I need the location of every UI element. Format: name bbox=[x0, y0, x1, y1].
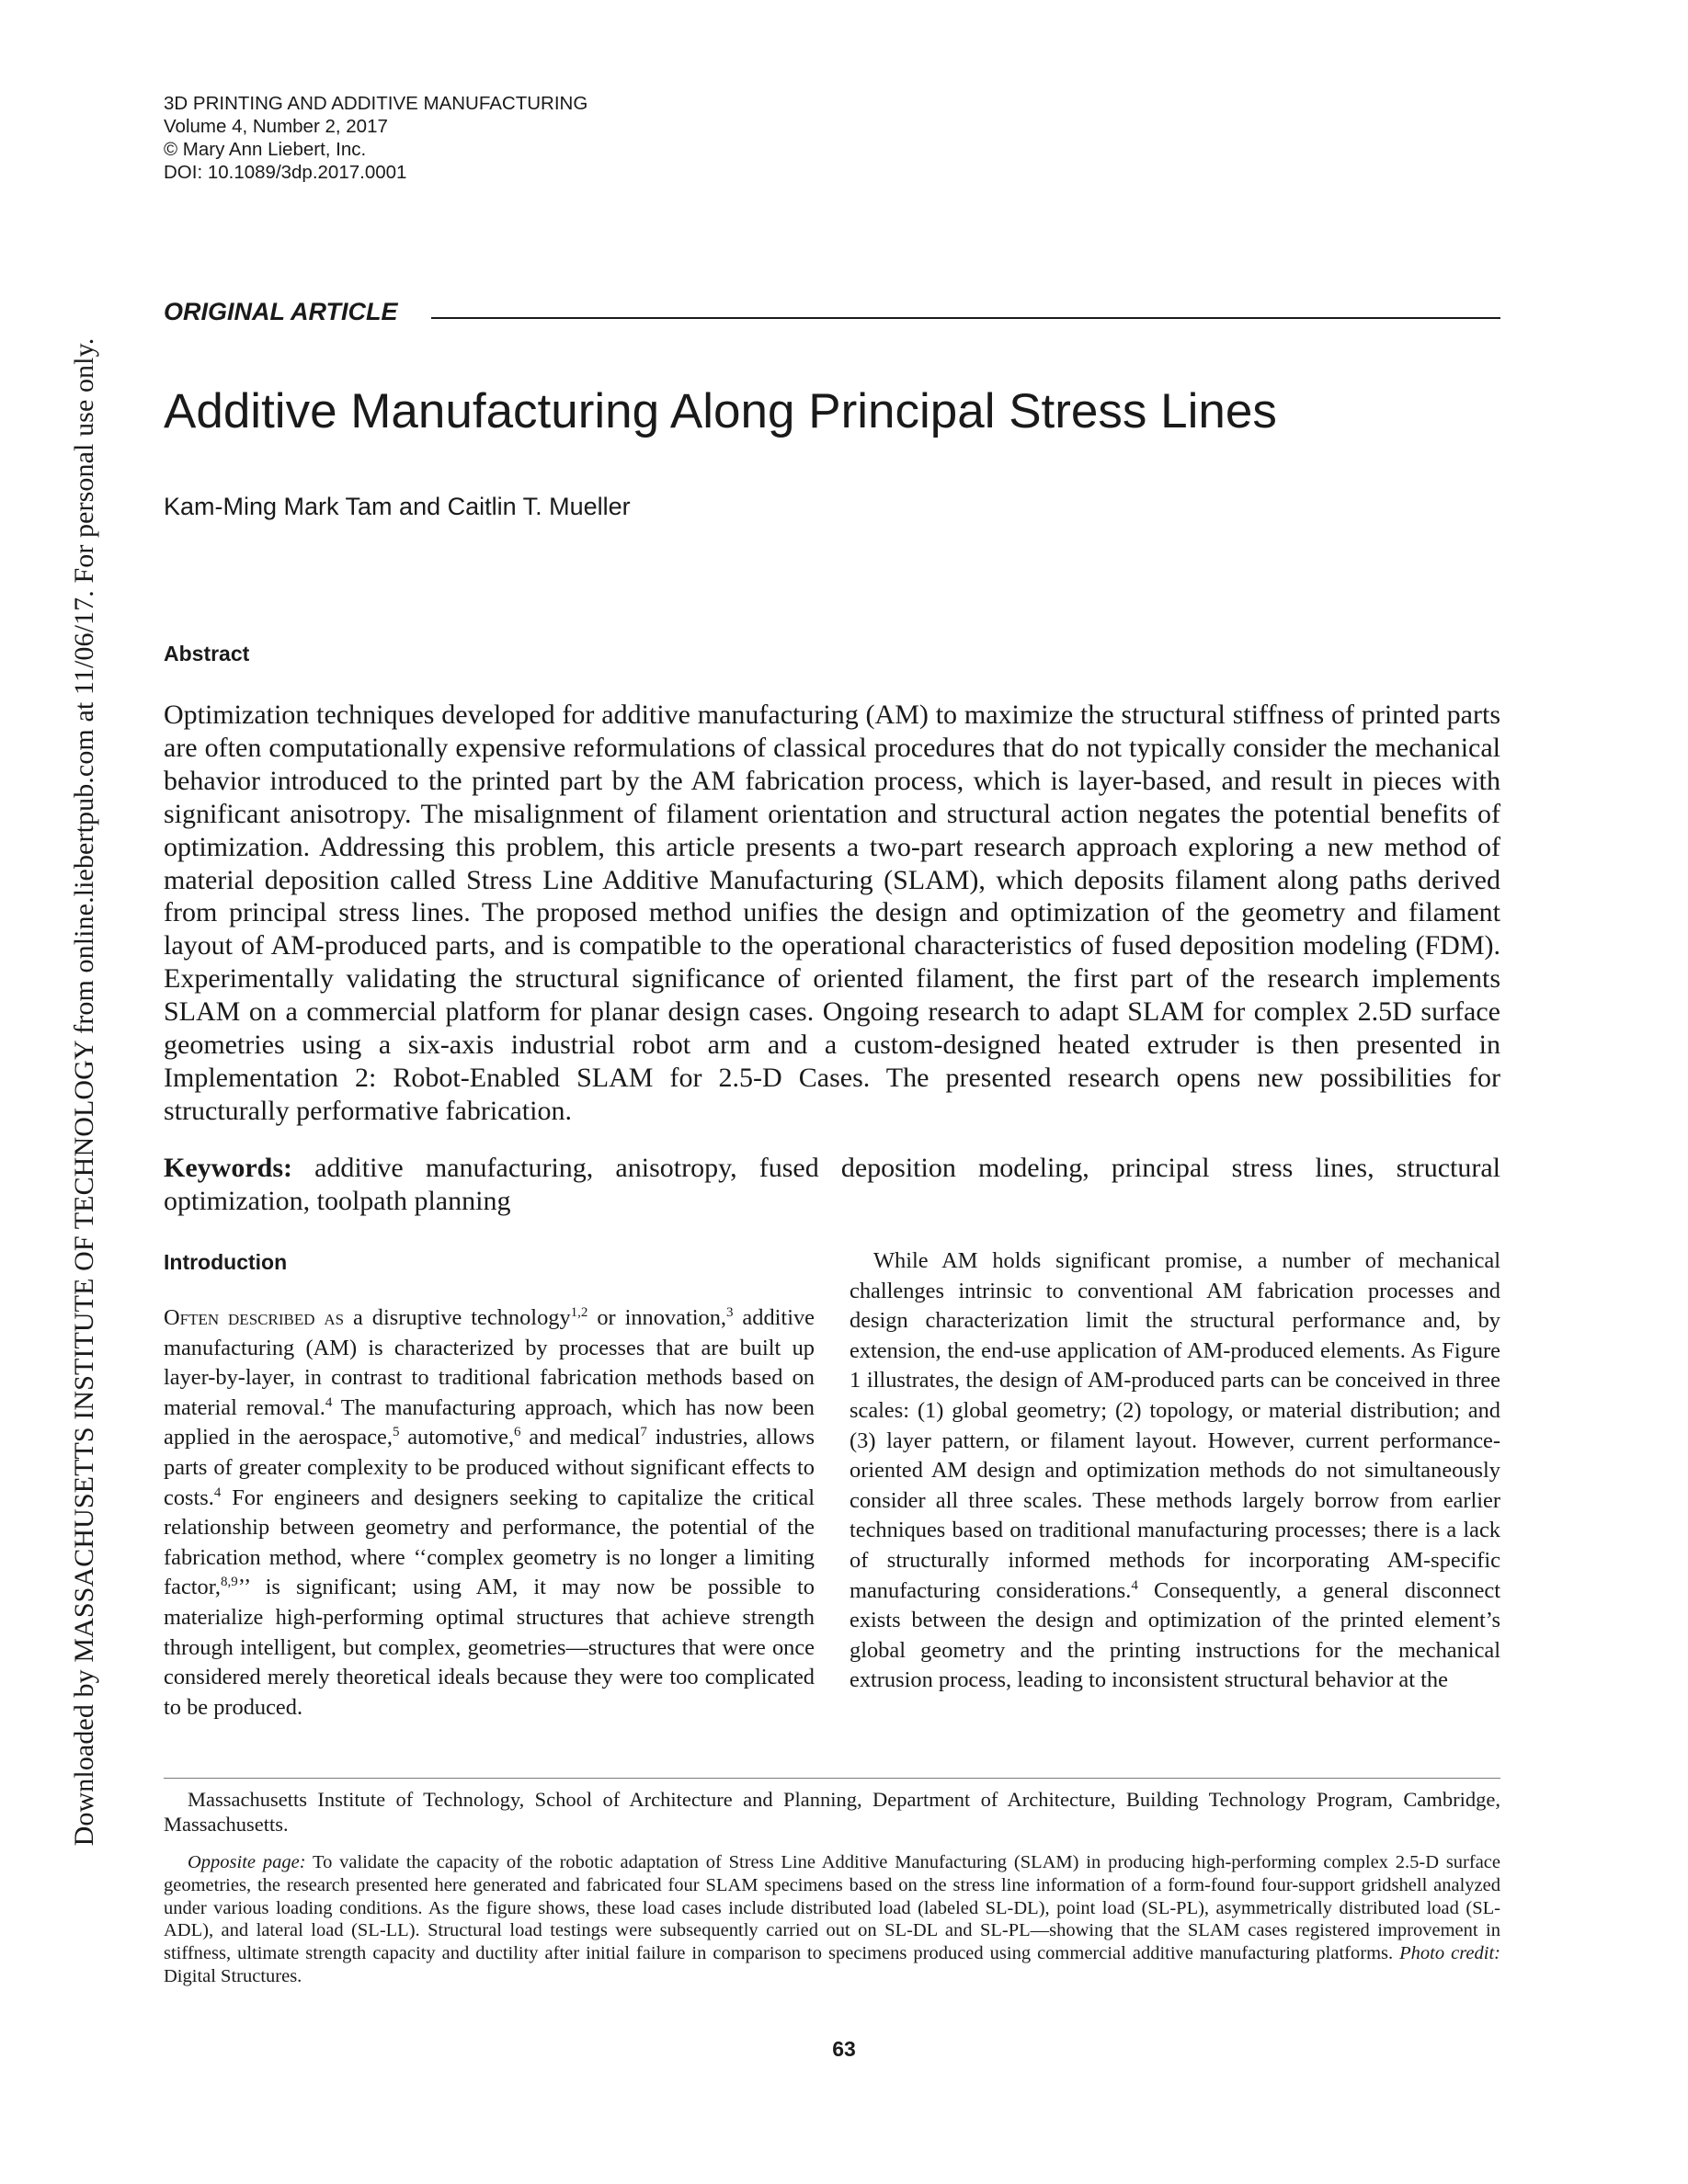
journal-copyright: © Mary Ann Liebert, Inc. bbox=[164, 139, 367, 160]
abstract-heading: Abstract bbox=[164, 642, 250, 665]
text-run: For engineers and designers seeking to capitalize the critical relationship between geometry and performance, the potential of the fabrication method, where ‘‘complex geometry is no longer a limiting factor, bbox=[164, 1484, 815, 1600]
citation: 4 bbox=[1131, 1577, 1138, 1593]
text-run: additive manufacturing (AM) is characterized by processes that are built up layer-by-layer, in contrast to traditional fabrication methods based on material removal. bbox=[164, 1305, 815, 1420]
text-run: or innovation, bbox=[587, 1305, 726, 1330]
abstract-text: Optimization techniques developed for additive manufacturing (AM) to maximize the structural stiffness of printed parts are often computationally expensive reformulations of classical procedures that do not typically consider the mechanical behavior introduced to the printed part by the AM fabrication process, which is layer-based, and result in pieces with significant anisotropy. The misalignment of filament orientation and structural action negates the potential benefits of optimization. Addressing this problem, this article presents a two-part research approach exploring a new method of material deposition called Stress Line Additive Manufacturing (SLAM), which deposits filament along paths derived from principal stress lines. The proposed method unifies the design and optimization of the geometry and filament layout of AM-produced parts, and is compatible to the operational characteristics of fused deposition modeling (FDM). Experimentally validating the structural significance of oriented filament, the first part of the research implements SLAM on a commercial platform for planar design cases. Ongoing research to adapt SLAM for complex 2.5D surface geometries using a six-axis industrial robot arm and a custom-designed heated extruder is then presented in Implementation 2: Robot-Enabled SLAM for 2.5-D Cases. The presented research opens new possibilities for structurally performative fabrication. bbox=[164, 700, 1500, 1126]
text-run: industries, allows parts of greater complexity to be produced without significant effects to costs. bbox=[164, 1425, 815, 1510]
photo-credit-label: Photo credit: bbox=[1393, 1943, 1500, 1964]
citation: 4 bbox=[213, 1484, 222, 1500]
article-type-rule bbox=[431, 317, 1500, 319]
affiliation-footnote: Massachusetts Institute of Technology, School of Architecture and Planning, Department of Architecture, Building Technology Program, Cambridge, Massachusetts. bbox=[164, 1788, 1500, 1836]
footnote-divider bbox=[164, 1778, 1500, 1779]
text-run: Consequently, a general disconnect exists between the design and optimization of the printed element’s global geometry and the printing instructions for the mechanical extrusion process, leading to inconsistent structural behavior at the bbox=[850, 1577, 1500, 1693]
citation: 4 bbox=[325, 1394, 333, 1410]
lead-in: Often described as bbox=[164, 1305, 345, 1330]
introduction-column-left bbox=[164, 1303, 815, 1723]
keywords-label: Keywords: bbox=[164, 1153, 292, 1183]
introduction-column-right bbox=[850, 1246, 1500, 1696]
photo-credit-text: Digital Structures. bbox=[164, 1965, 302, 1986]
introduction-paragraph-1 bbox=[164, 1303, 815, 1723]
caption-label: Opposite page: bbox=[188, 1852, 306, 1872]
introduction-paragraph-2 bbox=[850, 1246, 1500, 1696]
opposite-page-caption bbox=[164, 1851, 1500, 1988]
text-run: and medical bbox=[520, 1425, 641, 1450]
citation: 1,2 bbox=[570, 1304, 588, 1320]
citation: 6 bbox=[514, 1425, 521, 1440]
citation: 7 bbox=[640, 1425, 647, 1440]
text-run: The manufacturing approach, which has now been applied in the aerospace, bbox=[164, 1394, 815, 1450]
article-title: Additive Manufacturing Along Principal Stress Lines bbox=[164, 384, 1277, 438]
introduction-heading: Introduction bbox=[164, 1250, 288, 1274]
caption-text: To validate the capacity of the robotic adaptation of Stress Line Additive Manufacturing (SLAM) in producing high-performing complex 2.5-D surface geometries, the research presented here generated and fabricated four SLAM specimens based on the stress line information of a form-found four-support gridshell analyzed under various loading conditions. As the figure shows, these load cases include distributed load (labeled SL-DL), point load (SL-PL), asymmetrically distributed load (SL-ADL), and lateral load (SL-LL). Structural load testings were subsequently carried out on SL-DL and SL-PL—showing that the SLAM cases registered improvement in stiffness, ultimate strength capacity and ductility after initial failure in comparison to specimens produced using commercial additive manufacturing platforms. bbox=[164, 1852, 1500, 1964]
text-run: While AM holds significant promise, a number of mechanical challenges intrinsic to conventional AM fabrication processes and design characterization limit the structural performance and, by extension, the end-use application of AM-produced elements. As Figure 1 illustrates, the design of AM-produced parts can be conceived in three scales: (1) global geometry; (2) topology, or material distribution; and (3) layer pattern, or filament layout. However, current performance-oriented AM design and optimization methods do not simultaneously consider all three scales. These methods largely borrow from earlier techniques based on traditional manufacturing processes; there is a lack of structurally informed methods for incorporating AM-specific manufacturing considerations. bbox=[850, 1248, 1500, 1603]
citation: 5 bbox=[392, 1425, 400, 1440]
text-run: a disruptive technology bbox=[344, 1305, 571, 1330]
keywords bbox=[164, 1152, 1500, 1218]
article-type: ORIGINAL ARTICLE bbox=[164, 297, 398, 325]
journal-name: 3D PRINTING AND ADDITIVE MANUFACTURING bbox=[164, 93, 588, 114]
journal-header bbox=[164, 92, 807, 184]
article-type-row bbox=[164, 296, 1500, 327]
citation: 8,9 bbox=[221, 1575, 238, 1590]
citation: 3 bbox=[726, 1304, 734, 1320]
page-number: 63 bbox=[832, 2037, 856, 2061]
journal-doi: DOI: 10.1089/3dp.2017.0001 bbox=[164, 162, 407, 183]
text-run: automotive, bbox=[399, 1425, 515, 1450]
authors: Kam-Ming Mark Tam and Caitlin T. Mueller bbox=[164, 493, 631, 520]
keywords-text: additive manufacturing, anisotropy, fused deposition modeling, principal stress lines, structural optimization, toolpath planning bbox=[164, 1153, 1500, 1216]
text-run: ’’ is significant; using AM, it may now be possible to materialize high-performing optimal structures that achieve strength through intelligent, but complex, geometries—structures that were once considered merely theoretical ideals because they were too complicated to be produced. bbox=[164, 1575, 815, 1720]
download-notice: Downloaded by MASSACHUSETTS INSTITUTE OF TECHNOLOGY from online.liebertpub.com at 11/06/17. For personal use only. bbox=[69, 337, 99, 1847]
journal-volume: Volume 4, Number 2, 2017 bbox=[164, 116, 388, 137]
